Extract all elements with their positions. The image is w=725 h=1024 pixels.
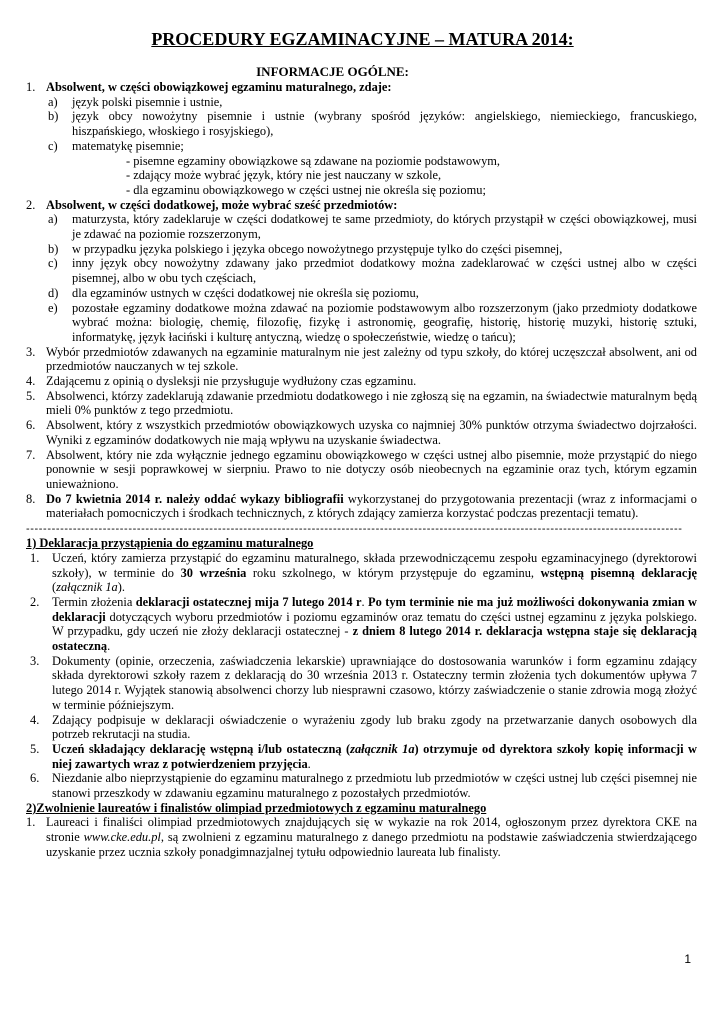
list-item [26,374,697,389]
list-item [26,418,697,447]
sub-text: matematykę pisemnie; [72,138,184,153]
item-text: wykorzystanej do przygotowania prezentacji (wraz z informacjami o materiałach pomocniczych i środkach technicznych, z których zdający zamierza korzystać podczas prezentacji tematu). [46,491,697,521]
sub-item [26,286,697,301]
sub-item [26,95,697,110]
item-number: 3. [30,653,40,668]
item-number: 8. [26,491,36,506]
sub-letter: c) [48,256,58,271]
sub-text: język obcy nowożytny pisemnie i ustnie (wybrany spośród języków: angielskiego, niemieckiego, francuskiego, hiszpańskiego, włoskiego i rosyjskiego), [72,109,697,139]
item-text: Laureaci i finaliści olimpiad przedmiotowych znajdujących się w wykazie na rok 2014, ogłoszonym przez dyrektora CKE na stronie [46,815,697,845]
sub-item [26,242,697,257]
section-heading: 2)Zwolnienie laureatów i finalistów olimpiad przedmiotowych z egzaminu maturalnego [26,800,487,815]
item-text: Dokumenty (opinie, orzeczenia, zaświadczenia lekarskie) uprawniające do dostosowania warunków i form egzaminu zdający składa dyrektorowi szkoły razem z deklaracją do 30 września 2013 r. Ostateczny termin złożenia tych dokumentów upływa 7 lutego 2014 r. Wyjątek stanowią absolwenci chorzy lub niesprawni czasowo, którzy zaświadczenie o stanie zdrowia mogą złożyć w terminie późniejszym. [52,653,697,712]
item-text: Zdającemu z opinią o dysleksji nie przysługuje wydłużony czas egzaminu. [46,374,417,389]
sub-letter: e) [48,300,58,315]
document-body [26,80,697,860]
sub-letter: b) [48,109,59,124]
item-text: Termin złożenia [52,594,136,609]
sub-text: inny język obcy nowożytny zdawany jako przedmiot dodatkowy można zadeklarować w części ustnej albo w części pisemnej, albo w obu tych częściach, [72,256,697,286]
item-number: 5. [30,741,40,756]
item-text: . [307,756,311,771]
item-bold-text: ) otrzymuje od dyrektora szkoły kopię informacji w niej zawartych wraz z potwierdzeniem przyjęcia [52,741,697,771]
list-item [26,551,697,595]
item-number: 2. [30,594,40,609]
list-item [26,742,697,771]
page-title: PROCEDURY EGZAMINACYJNE – MATURA 2014: [151,29,574,49]
item-number: 6. [26,418,36,433]
dash-item: - zdający może wybrać język, który nie jest nauczany w szkole, [126,168,442,183]
item-bold-text: 30 września [180,565,247,580]
item-text: ). [117,580,125,595]
sub-item [26,212,697,241]
list-item [26,815,697,859]
item-text: roku szkolnego, w którym przystępuje do egzaminu, [246,565,541,580]
item-number: 4. [26,374,36,389]
item-italic-text: załącznik 1a [350,741,415,756]
list-item [26,80,697,95]
item-bold-text: z dniem 8 lutego 2014 r. deklaracja wstępna staje się deklaracją ostateczną [52,624,697,654]
sub-item [26,256,697,285]
sub-item [26,109,697,138]
item-text: , są zwolnieni z egzaminu maturalnego z danego przedmiotu na podstawie zaświadczenia stwierdzającego uzyskanie przez ucznia szkoły ponadgimnazjalnej tytułu odpowiednio laureata lub finalisty. [46,830,697,859]
sub-text: pozostałe egzaminy dodatkowe można zdawać na poziomie podstawowym albo rozszerzonym (jako przedmioty dodatkowe wybrać można: biologię, chemię, filozofię, fizykę i astronomię, geografię, historię, historię muzyki, historię sztuki, informatykę, język łaciński i kulturę antyczną, wiedzę o społeczeństwie, wiedzę o tańcu); [72,300,697,344]
sub-text: w przypadku języka polskiego i języka obcego nowożytnego przystępuje tylko do części pisemnej, [72,241,563,256]
item-text: Zdający podpisuje w deklaracji oświadczenie o wyrażeniu zgody lub braku zgody na przetwarzanie danych osobowych dla potrzeb rekrutacji na studia. [52,712,697,742]
sub-text: maturzysta, który zadeklaruje w części dodatkowej te same przedmioty, do których przystąpił w części obowiązkowej, musi je zdawać na poziomie rozszerzonym, [72,212,697,242]
item-bold-text: Uczeń składający deklarację wstępną i/lub ostateczną ( [52,741,351,756]
item-number: 1. [26,815,36,830]
list-item [26,345,697,374]
list-item [26,654,697,713]
section-subtitle: INFORMACJE OGÓLNE: [256,64,409,79]
item-number: 7. [26,447,36,462]
sub-text: język polski pisemnie i ustnie, [72,94,223,109]
list-item [26,595,697,654]
sub-letter: a) [48,212,58,227]
sub-item [26,139,697,154]
item-text: Wybór przedmiotów zdawanych na egzaminie maturalnym nie jest zależny od typu szkoły, do której uczęszczał absolwent, ani od przedmiotów nauczanych w tej szkole. [46,344,697,374]
sub-letter: b) [48,241,59,256]
item-text: Niezdanie albo nieprzystąpienie do egzaminu maturalnego z przedmiotu lub przedmiotów w części ustnej lub części pisemnej nie stanowi przeszkody w zdawaniu egzaminu maturalnego z pozostałych przedmiotów. [52,771,697,801]
item-number: 5. [26,388,36,403]
item-text: Absolwent, który z wszystkich przedmiotów obowiązkowych uzyska co najmniej 30% punktów otrzyma świadectwo dojrzałości. Wyniki z egzaminów dodatkowych nie mają wpływu na uzyskanie świadectwa. [46,418,697,447]
item-italic-text: załącznik 1a [56,580,118,595]
item-bold-text: Do 7 kwietnia 2014 r. należy oddać wykazy bibliografii [46,491,344,506]
item-bold-text: Po tym terminie nie ma już możliwości dokonywania zmian w deklaracji [52,594,697,624]
sub-letter: c) [48,138,58,153]
item-bold-text: wstępną pisemną deklarację [540,565,697,580]
item-text: Uczeń, który zamierza przystąpić do egzaminu maturalnego, składa przewodniczącemu zespołu egzaminacyjnego (dyrektorowi szkoły), w terminie do [52,550,697,580]
item-number: 4. [30,712,40,727]
item-bold-text: deklaracji ostatecznej mija 7 lutego 2014 r [135,594,362,609]
item-text: . [107,639,111,654]
sub-letter: a) [48,94,58,109]
item-text: ( [52,580,57,595]
list-item [26,713,697,742]
sub-item [26,301,697,345]
item-text: Absolwenci, którzy zadeklarują zdawanie przedmiotu dodatkowego i nie zgłoszą się na egzamin, na świadectwie maturalnym będą mieli 0% punktów z tego przedmiotu. [46,388,697,418]
dash-item: - pisemne egzaminy obowiązkowe są zdawane na poziomie podstawowym, [126,153,501,168]
item-number: 1. [26,80,36,94]
item-text: . [361,594,369,609]
list-item [26,448,697,492]
dashed-separator: ---------------------------------------------------------------------------------------------------------------------------------------------------------- [26,523,683,536]
list-item [26,389,697,418]
item-italic-text: www.cke.edu.pl [83,830,161,845]
sub-text: dla egzaminów ustnych w części dodatkowej nie określa się poziomu, [72,285,419,300]
item-text: dotyczących wyboru przedmiotów i poziomu egzaminów oraz tematu do części ustnej egzaminu z języka polskiego. W przypadku, gdy uczeń nie złoży deklaracji ostatecznej - [52,609,697,639]
item-number: 2. [26,197,36,212]
item-heading: Absolwent, w części obowiązkowej egzaminu maturalnego, zdaje: [46,80,392,94]
page-number: 1 [684,952,691,966]
item-heading: Absolwent, w części dodatkowej, może wybrać sześć przedmiotów: [46,197,398,212]
list-item [26,198,697,213]
list-item [26,771,697,800]
list-item [26,492,697,521]
item-number: 6. [30,771,40,786]
item-number: 1. [30,550,40,565]
item-number: 3. [26,344,36,359]
sub-letter: d) [48,285,59,300]
section-heading: 1) Deklaracja przystąpienia do egzaminu maturalnego [26,536,314,551]
item-text: Absolwent, który nie zda wyłącznie jednego egzaminu obowiązkowego w części ustnej albo pisemnie, może przystąpić do niego ponownie w sesji poprawkowej w sierpniu. Prawo to nie dotyczy osób nieobecnych na egzaminie oraz tych, którym egzamin unieważniono. [46,447,697,491]
dash-item: - dla egzaminu obowiązkowego w części ustnej nie określa się poziomu; [126,182,486,197]
